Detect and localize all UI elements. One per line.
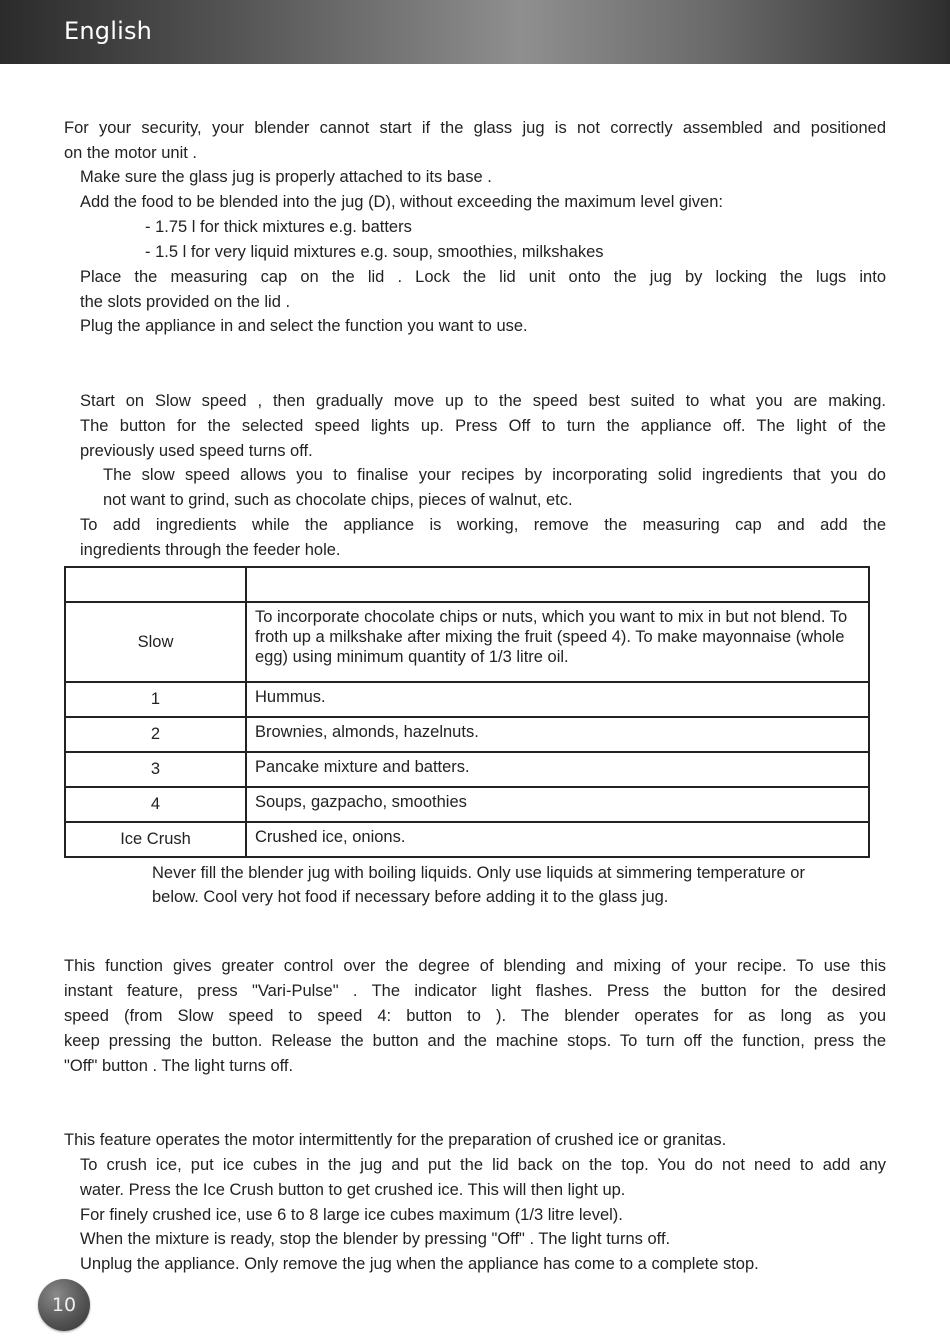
- table-header-row: [65, 567, 869, 602]
- speed-text-7: ingredients through the feeder hole.: [80, 541, 341, 559]
- table-row: [65, 602, 869, 682]
- pulse-text-1: This function gives greater control over the degree of blending and mixing of your recipe. To use this: [64, 957, 886, 975]
- page-number-badge: [38, 1279, 90, 1331]
- table-row: [65, 717, 869, 752]
- speed-usage-table: [64, 566, 870, 858]
- page-header-banner: [0, 0, 950, 64]
- table-cell-speed: 2: [65, 717, 246, 752]
- speed-text-5: not want to grind, such as chocolate chips, pieces of walnut, etc.: [103, 491, 573, 509]
- speed-text-6: To add ingredients while the appliance is working, remove the measuring cap and add the: [80, 516, 886, 534]
- step-measuring-cap-cont: the slots provided on the lid .: [80, 293, 291, 311]
- table-cell-speed: Ice Crush: [65, 822, 246, 857]
- table-cell-speed: 3: [65, 752, 246, 787]
- table-cell-speed: 1: [65, 682, 246, 717]
- pulse-text-2: instant feature, press "Vari-Pulse" . The indicator light flashes. Press the button for the desired: [64, 982, 886, 1000]
- table-cell-use: To incorporate chocolate chips or nuts, which you want to mix in but not blend. To froth up a milkshake after mixing the fruit (speed 4). To make mayonnaise (whole egg) using minimum quantity of 1/3 litre oil.: [246, 602, 869, 682]
- table-cell-use: Crushed ice, onions.: [246, 822, 869, 857]
- speed-text-2: The button for the selected speed lights up. Press Off to turn the appliance off. The light of the: [80, 417, 886, 435]
- page-number: 10: [51, 1294, 77, 1316]
- step-measuring-cap: Place the measuring cap on the lid . Lock the lid unit onto the jug by locking the lugs into: [80, 268, 886, 286]
- pulse-text-4: keep pressing the button. Release the button and the machine stops. To turn off the function, press the: [64, 1032, 886, 1050]
- warning-line-2: below. Cool very hot food if necessary before adding it to the glass jug.: [152, 888, 669, 906]
- intro-line-2: on the motor unit .: [64, 144, 197, 162]
- icecrush-text-2: To crush ice, put ice cubes in the jug and put the lid back on the top. You do not need to add any: [80, 1156, 886, 1174]
- speed-text-4: The slow speed allows you to finalise your recipes by incorporating solid ingredients that you do: [103, 466, 886, 484]
- table-cell-speed: 4: [65, 787, 246, 822]
- table-cell-use: Hummus.: [246, 682, 869, 717]
- table-header-speed: [65, 567, 246, 602]
- icecrush-text-3: water. Press the Ice Crush button to get crushed ice. This will then light up.: [80, 1181, 626, 1199]
- step-level-thick: - 1.75 l for thick mixtures e.g. batters: [145, 218, 412, 236]
- icecrush-text-4: For finely crushed ice, use 6 to 8 large ice cubes maximum (1/3 litre level).: [80, 1206, 623, 1224]
- table-cell-use: Soups, gazpacho, smoothies: [246, 787, 869, 822]
- table-cell-use: Pancake mixture and batters.: [246, 752, 869, 787]
- table-row: [65, 822, 869, 857]
- step-add-food: Add the food to be blended into the jug (D), without exceeding the maximum level given:: [80, 193, 723, 211]
- pulse-text-5: "Off" button . The light turns off.: [64, 1057, 294, 1075]
- step-jug-attached: Make sure the glass jug is properly attached to its base .: [80, 168, 492, 186]
- warning-line-1: Never fill the blender jug with boiling liquids. Only use liquids at simmering temperature or: [152, 864, 805, 882]
- table-row: [65, 682, 869, 717]
- icecrush-text-1: This feature operates the motor intermittently for the preparation of crushed ice or granitas.: [64, 1131, 727, 1149]
- speed-text-1: Start on Slow speed , then gradually move up to the speed best suited to what you are making.: [80, 392, 886, 410]
- table-header-use: [246, 567, 869, 602]
- icecrush-text-6: Unplug the appliance. Only remove the jug when the appliance has come to a complete stop.: [80, 1255, 759, 1273]
- icecrush-text-5: When the mixture is ready, stop the blender by pressing "Off" . The light turns off.: [80, 1230, 671, 1248]
- table-cell-use: Brownies, almonds, hazelnuts.: [246, 717, 869, 752]
- pulse-text-3: speed (from Slow speed to speed 4: button to ). The blender operates for as long as you: [64, 1007, 886, 1025]
- page-title: English: [64, 17, 153, 45]
- table-row: [65, 752, 869, 787]
- table-cell-speed: Slow: [65, 602, 246, 682]
- step-plug-in: Plug the appliance in and select the function you want to use.: [80, 317, 528, 335]
- step-level-liquid: - 1.5 l for very liquid mixtures e.g. soup, smoothies, milkshakes: [145, 243, 604, 261]
- intro-line-1: For your security, your blender cannot start if the glass jug is not correctly assembled and positioned: [64, 119, 886, 137]
- speed-text-3: previously used speed turns off.: [80, 442, 313, 460]
- table-row: [65, 787, 869, 822]
